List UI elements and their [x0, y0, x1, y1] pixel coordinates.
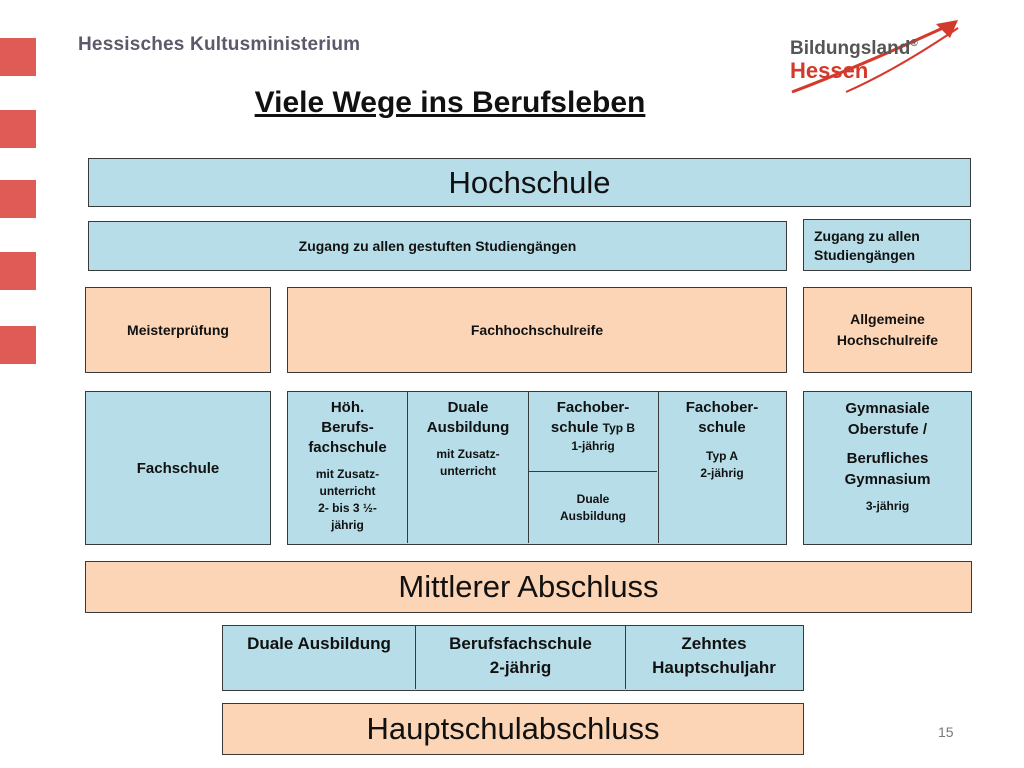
label-allg-1: Allgemeine [850, 311, 925, 327]
label-hoeh-3: fachschule [308, 439, 387, 456]
decor-square [0, 252, 36, 290]
decor-square [0, 326, 36, 364]
label-duale-1: Duale [447, 399, 489, 416]
label-fachschule: Fachschule [136, 459, 220, 477]
label-zugang-gestuft: Zugang zu allen gestuften Studiengängen [298, 237, 577, 254]
cell-fachoberschule-b [529, 392, 659, 543]
label-gym-2: Oberstufe / [847, 421, 928, 438]
logo-line1: Bildungsland [790, 38, 911, 59]
box-hochschule [88, 158, 971, 207]
label-duale-sub-1: mit Zusatz- [436, 447, 500, 461]
label-foa-2: schule [698, 419, 746, 436]
box-school-group [287, 391, 787, 545]
label-fob-2: schule [550, 419, 599, 436]
label-gym-3: Berufliches [846, 450, 929, 467]
label-gym-4: Gymnasium [844, 471, 931, 488]
label-foa-typ: Typ A [706, 449, 738, 463]
cell-fachoberschule-a [659, 392, 785, 543]
label-zugang-alle-2: Studiengängen [814, 247, 916, 263]
label-mittlerer: Mittlerer Abschluss [398, 569, 659, 604]
label-hoeh-2: Berufs- [321, 419, 374, 436]
logo-registered: ® [910, 38, 918, 49]
label-zehntes-1: Zehntes [681, 634, 747, 653]
label-zehntes-2: Hauptschuljahr [652, 658, 776, 677]
box-fachschule [85, 391, 271, 545]
cell-zehntes-hauptschuljahr [626, 626, 802, 689]
box-zugang-alle [803, 219, 971, 271]
label-foa-dauer: 2-jährig [700, 466, 744, 480]
label-gym-dauer: 3-jährig [865, 499, 910, 513]
label-hauptschul: Hauptschulabschluss [366, 711, 660, 746]
decor-square [0, 180, 36, 218]
cell-berufsfachschule [416, 626, 626, 689]
label-meisterpruefung: Meisterprüfung [127, 322, 229, 338]
label-bfs-1: Berufsfachschule [449, 634, 592, 653]
box-lower-group [222, 625, 804, 691]
box-zugang-gestuft [88, 221, 787, 271]
page-title: Viele Wege ins Berufsleben [254, 86, 646, 119]
label-hoeh-sub-2: unterricht [319, 484, 376, 498]
label-hoeh-1: Höh. [330, 399, 365, 416]
label-duale-2: Ausbildung [426, 419, 510, 436]
cell-hoeh-berufsfachschule [288, 392, 408, 543]
box-hauptschulabschluss [222, 703, 804, 755]
label-zugang-alle-1: Zugang zu allen [814, 228, 920, 244]
cell-fob-lower [529, 472, 657, 543]
box-meisterpruefung [85, 287, 271, 373]
label-duale-sub-2: unterricht [439, 464, 496, 478]
label-fob-duale-2: Ausbildung [560, 508, 626, 523]
label-bfs-2: 2-jährig [489, 658, 552, 677]
page-number: 15 [938, 724, 954, 740]
label-foa-1: Fachober- [685, 399, 759, 416]
label-hoeh-sub-3: 2- bis 3 ½- [318, 501, 377, 515]
box-allgemeine-hochschulreife [803, 287, 972, 373]
box-gymnasium [803, 391, 972, 545]
label-fob-1: Fachober- [556, 399, 630, 416]
decor-square [0, 38, 36, 76]
label-allg-2: Hochschulreife [836, 332, 939, 348]
cell-duale-ausbildung [408, 392, 529, 543]
cell-fob-upper [529, 392, 657, 472]
label-hoeh-sub-1: mit Zusatz- [315, 467, 380, 481]
cell-duale-ausbildung-lower [223, 626, 416, 689]
label-fob-typ: Typ B [602, 421, 636, 435]
label-hoeh-sub-4: jährig [331, 518, 364, 532]
ministry-name: Hessisches Kultusministerium [78, 34, 361, 55]
label-duale-ausbildung: Duale Ausbildung [247, 634, 391, 653]
label-fob-dauer: 1-jährig [571, 439, 615, 453]
label-gym-1: Gymnasiale [845, 400, 930, 417]
label-fachhochschulreife: Fachhochschulreife [470, 322, 604, 338]
box-fachhochschulreife [287, 287, 787, 373]
label-hochschule: Hochschule [448, 164, 611, 200]
box-mittlerer-abschluss [85, 561, 972, 613]
logo-line2: Hessen [790, 58, 869, 83]
label-fob-duale-1: Duale [576, 491, 610, 506]
